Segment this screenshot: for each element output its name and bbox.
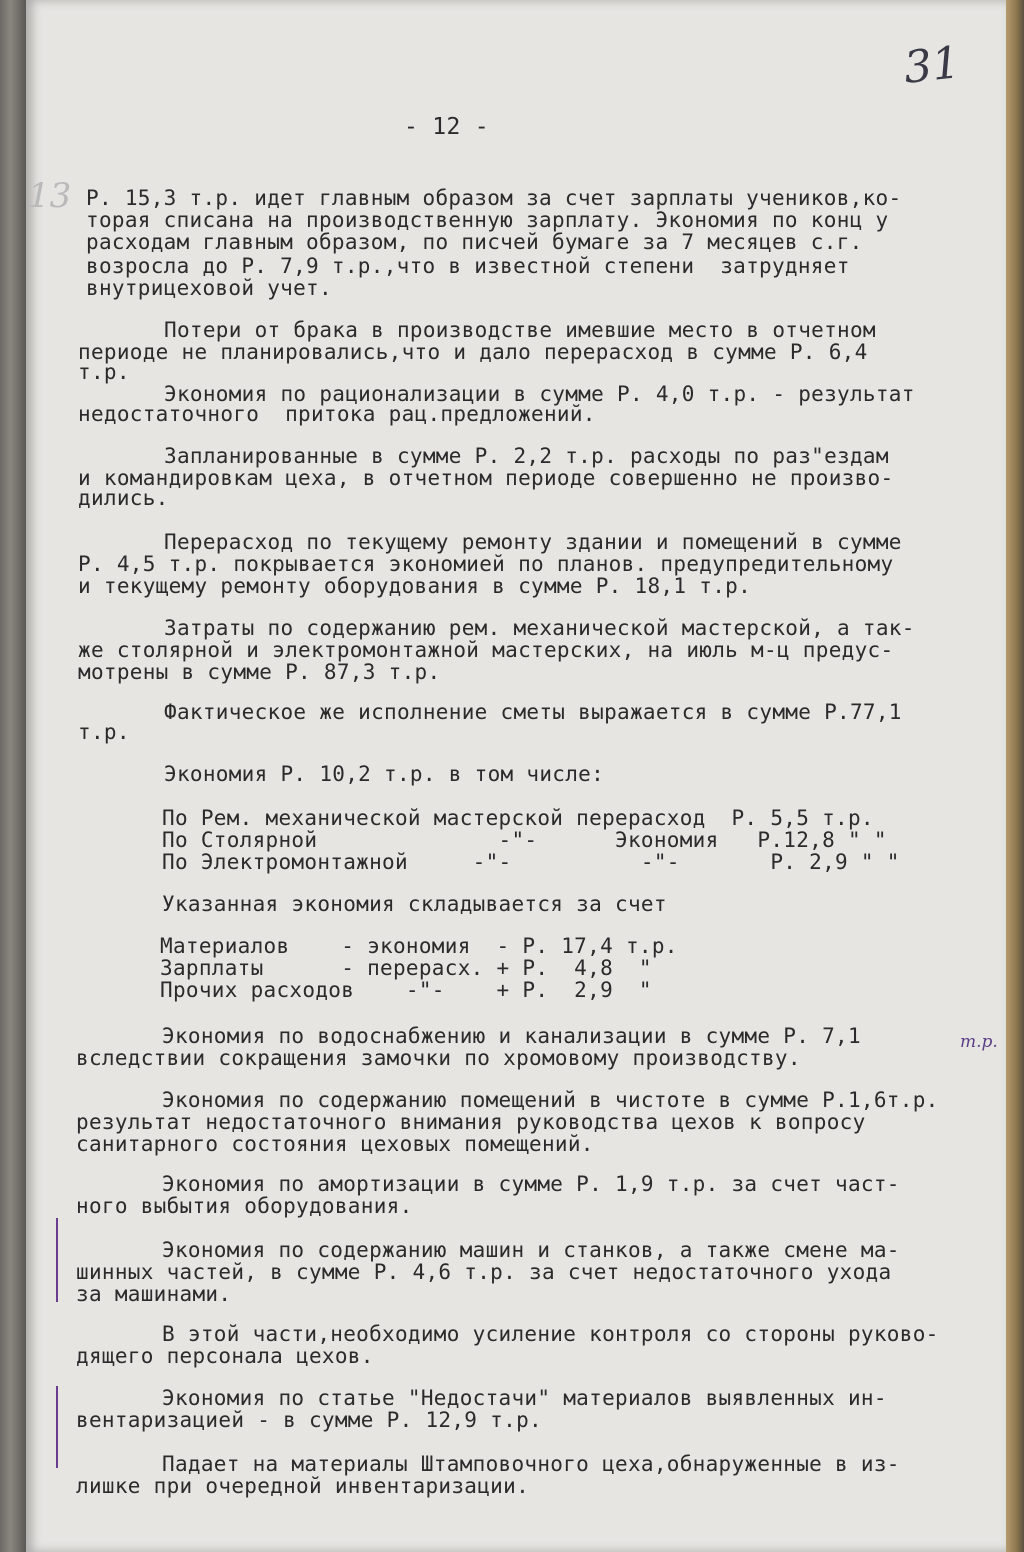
text-line: же столярной и электромонтажной мастерских, на июль м-ц предус-: [78, 638, 894, 662]
text-line: возросла до Р. 7,9 т.р.,что в известной степени затрудняет: [86, 254, 850, 278]
text-line: ного выбытия оборудования.: [76, 1194, 413, 1218]
text-line: расходам главным образом, по писчей бумаге за 7 месяцев с.г.: [86, 230, 863, 254]
text-line: Р. 4,5 т.р. покрывается экономией по планов. предупредительному: [78, 552, 894, 576]
page-number: - 12 -: [404, 114, 489, 140]
handwritten-note: т.р.: [960, 1032, 998, 1052]
breakdown-row: По Столярной -"- Экономия Р.12,8 " ": [162, 828, 887, 852]
text-line: Перерасход по текущему ремонту здании и помещений в сумме: [164, 530, 902, 554]
archive-page-number: 31: [901, 37, 963, 94]
text-line: Р. 15,3 т.р. идет главным образом за счет зарплаты учеников,ко-: [86, 186, 902, 210]
text-line: т.р.: [78, 360, 130, 384]
text-line: Падает на материалы Штамповочного цеха,обнаруженные в из-: [162, 1452, 900, 1476]
text-line: Фактическое же исполнение сметы выражается в сумме Р.77,1: [164, 700, 902, 724]
text-line: Экономия по содержанию машин и станков, а также смене ма-: [162, 1238, 900, 1262]
text-line: Затраты по содержанию рем. механической мастерской, а так-: [164, 616, 915, 640]
text-line: Запланированные в сумме Р. 2,2 т.р. расходы по раз"ездам: [164, 444, 889, 468]
text-line: периоде не планировались,что и дало перерасход в сумме Р. 6,4: [78, 340, 868, 364]
text-line: Указанная экономия складывается за счет: [162, 892, 667, 916]
binding-strip: [0, 0, 26, 1552]
text-line: лишке при очередной инвентаризации.: [76, 1474, 530, 1498]
text-line: Экономия по водоснабжению и канализации в сумме Р. 7,1: [162, 1024, 861, 1048]
text-line: за машинами.: [76, 1282, 232, 1306]
text-line: вследствии сокращения замочки по хромовому производству.: [76, 1046, 801, 1070]
text-line: торая списана на производственную зарплату. Экономия по конц у: [86, 208, 889, 232]
breakdown-row: Прочих расходов -"- + Р. 2,9 ": [160, 978, 652, 1002]
page-edge: [1006, 0, 1024, 1552]
text-line: шинных частей, в сумме Р. 4,6 т.р. за счет недостаточного ухода: [76, 1260, 892, 1284]
document-page: [26, 0, 1006, 1552]
margin-bracket: [56, 1218, 58, 1302]
text-line: мотрены в сумме Р. 87,3 т.р.: [78, 660, 441, 684]
text-line: внутрицеховой учет.: [86, 276, 332, 300]
breakdown-row: Материалов - экономия - Р. 17,4 т.р.: [160, 934, 678, 958]
text-line: В этой части,необходимо усиление контроля со стороны руково-: [162, 1322, 939, 1346]
text-line: Экономия по содержанию помещений в чистоте в сумме Р.1,6т.р.: [162, 1088, 939, 1112]
text-line: Потери от брака в производстве имевшие место в отчетном: [164, 318, 876, 342]
text-line: дящего персонала цехов.: [76, 1344, 374, 1368]
text-line: вентаризацией - в сумме Р. 12,9 т.р.: [76, 1408, 542, 1432]
text-line: т.р.: [78, 720, 130, 744]
text-line: санитарного состояния цеховых помещений.: [76, 1132, 594, 1156]
text-line: и текущему ремонту оборудования в сумме Р. 18,1 т.р.: [78, 574, 752, 598]
text-line: Экономия Р. 10,2 т.р. в том числе:: [164, 762, 605, 786]
breakdown-row: По Рем. механической мастерской перерасход Р. 5,5 т.р.: [162, 806, 874, 830]
text-line: Экономия по статье "Недостачи" материалов выявленных ин-: [162, 1386, 887, 1410]
text-line: Экономия по рационализации в сумме Р. 4,0 т.р. - результат: [164, 382, 915, 406]
breakdown-row: Зарплаты - перерасх. + Р. 4,8 ": [160, 956, 652, 980]
text-line: дились.: [78, 486, 169, 510]
text-line: недостаточного притока рац.предложений.: [78, 402, 596, 426]
text-line: Экономия по амортизации в сумме Р. 1,9 т.р. за счет част-: [162, 1172, 900, 1196]
margin-mark: 13: [28, 176, 72, 216]
margin-bracket: [56, 1386, 58, 1468]
text-line: результат недостаточного внимания руководства цехов к вопросу: [76, 1110, 866, 1134]
breakdown-row: По Электромонтажной -"- -"- Р. 2,9 " ": [162, 850, 900, 874]
text-line: и командировкам цеха, в отчетном периоде совершенно не произво-: [78, 466, 894, 490]
